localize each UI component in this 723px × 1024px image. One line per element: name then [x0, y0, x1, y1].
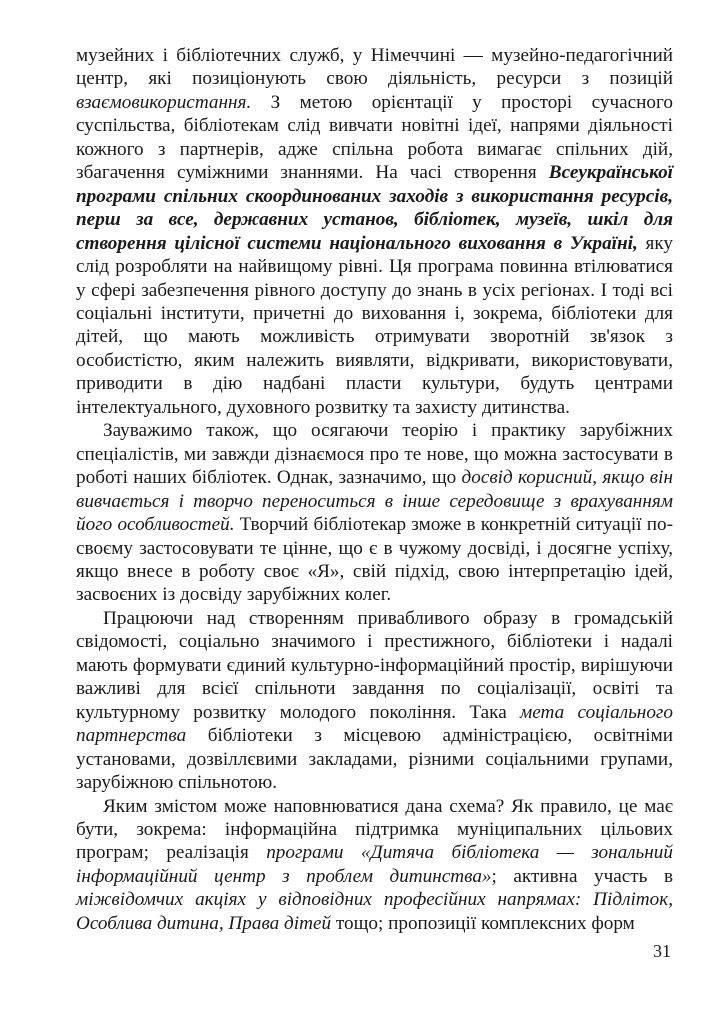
- paragraph: [76, 419, 673, 607]
- text-run: музейних і бібліотечних служб, у Німеччині — музейно-педагогічний центр, які позиціонують свою діяльність, ресурси з позицій: [76, 45, 673, 90]
- bold-italic-run: Всеукраїнської програми спільних скоординованих заходів з використання ресурсів, перш за все, державних установ, бібліотек, музеїв, шкіл для створення цілісної системи національного виховання в Україні,: [76, 162, 673, 254]
- italic-run: мета соціального партнерства: [76, 701, 674, 747]
- text-run: Яким змістом може наповнюватися дана схема? Як правило, це має бути, зокрема: інформаційна підтримка муніципальних цільових програм; реалізація: [76, 795, 673, 864]
- paragraph: [76, 607, 673, 795]
- text-run: Працюючи над створенням привабливого образу в громадській свідомості, соціально значимого і престижного, бібліотеки і надалі мають формувати єдиний культурно-інформаційний простір, вирішуючи важливі для всієї спільноти завдання по соціалізації, освіті та культурному розвитку молодого покоління. Така: [76, 607, 673, 723]
- text-run: Зауважимо також, що осягаючи теорію і практику зарубіжних спеціалістів, ми завжди дізнаємося про те нове, що можна застосувати в роботі наших бібліотек. Однак, зазначимо, що: [76, 420, 673, 489]
- italic-run: програми «Дитяча бібліотека — зональний інформаційний центр з проблем дитинства»: [76, 842, 673, 887]
- text-run: бібліотеки з місцевою адміністрацією, освітніми установами, дозвіллєвими закладами, різними соціальними групами, зарубіжною спільнотою.: [76, 725, 673, 794]
- paragraph: [76, 44, 673, 419]
- text-run: Творчий бібліотекар зможе в конкретній ситуації по-своєму застосовувати те цінне, що є в чужому досвіді, і досягне успіху, якщо внесе в роботу своє «Я», свій підхід, свою інтерпретацію ідей, засвоєних із досвіду зарубіжних колег.: [76, 514, 673, 606]
- text-run: ; активна участь в: [491, 865, 673, 887]
- text-run: З метою орієнтації у просторі сучасного суспільства, бібліотекам слід вивчати новітні ідеї, напрями діяльності кожного з партнерів, адже спільна робота вимагає спільних дій, збагачення суміжними знаннями. На часі створення: [76, 91, 673, 184]
- italic-run: досвід корисний, якщо він вивчається і творчо переноситься в інше середовище з врахуванням його особливостей.: [76, 467, 673, 536]
- italic-run: міжвідомчих акціях у відповідних професійних напрямах: Підліток, Особлива дитина, Права дітей: [76, 889, 673, 934]
- body-text: [76, 44, 673, 935]
- text-run: тощо; пропозиції комплексних форм: [331, 912, 635, 934]
- italic-run: взаємовикористання.: [76, 91, 252, 113]
- page-number: 31: [653, 941, 671, 961]
- text-run: яку слід розробляти на найвищому рівні. Ця програма повинна втілюватися у сфері забезпечення рівного доступу до знань в усіх регіонах. І тоді всі соціальні інститути, причетні до виховання і, зокрема, бібліотеки для дітей, що мають можливість отримувати зворотній зв'язок з особистістю, яким належить виявляти, відкривати, використовувати, приводити в дію надбані пласти культури, будуть центрами інтелектуального, духовного розвитку та захисту дитинства.: [76, 232, 673, 418]
- paragraph: [76, 795, 673, 936]
